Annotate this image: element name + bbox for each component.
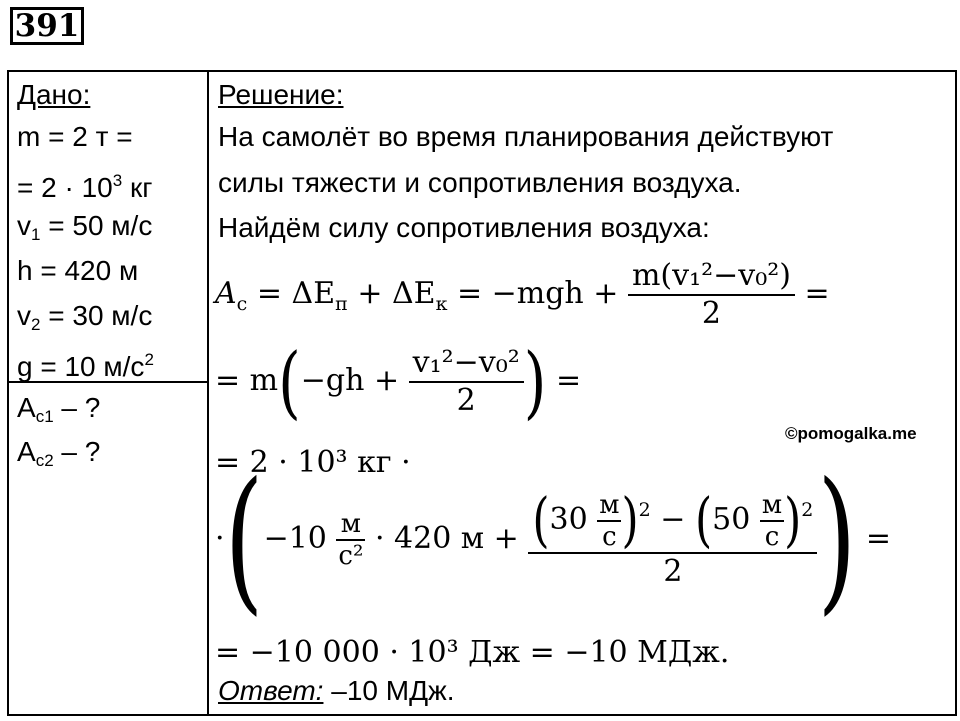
answer-value: –10 МДж.: [323, 675, 455, 706]
given-g: g = 10 $м/с^2$: [17, 350, 154, 382]
equation-result: = −10 000 · 10³ Дж = −10 МДж.: [215, 635, 730, 670]
watermark: ©pomogalka.me: [785, 424, 917, 443]
solution-text-3: Найдём силу сопротивления воздуха:: [218, 212, 710, 243]
equation-work: $A_с = \Delta E_п + \Delta E_к = -mgh$ + $\frac{\text{m(v₁²−v₀²)}}{2}$ =: [215, 258, 830, 331]
equation-factored: = m(−gh + $\frac{\text{v₁²−v₀²}}{2}$ ) =: [215, 336, 582, 428]
given-v1: $v_1 = 50$ м/с: [17, 210, 153, 244]
given-mass-kg: = $2 \cdot 10^3$ кг: [17, 171, 153, 203]
answer-label: Ответ:: [218, 675, 324, 706]
given-v2: $v_2 = 30$ м/с: [17, 300, 153, 334]
given-height: h = 420 м: [17, 255, 139, 286]
table-divider-vertical: [207, 70, 209, 716]
solution-text-2: силы тяжести и сопротивления воздуха.: [218, 167, 742, 198]
solution-text-1: На самолёт во время планирования действуют: [218, 121, 834, 152]
find-ac2: $A_{с2}$ – ?: [17, 436, 101, 470]
equation-substitute-values: ·(−10 м с² · 420 м + (30 м с )$^2$ − (50 м с )$^2$ 2 ) =: [215, 448, 892, 630]
answer: [218, 675, 455, 707]
fraction-velocity: $\frac{\text{v₁²−v₀²}}{2}$: [409, 345, 524, 419]
given-header: Дано:: [17, 79, 91, 110]
equation-substitute-mass: = 2 · 10³ кг ·: [215, 445, 411, 480]
fraction-velocity-values: (30 м с )$^2$ − (50 м с )$^2$ 2: [528, 490, 817, 590]
problem-number: 391: [10, 7, 84, 45]
solution-header: Решение:: [218, 79, 344, 110]
fraction-kinetic: $\frac{\text{m(v₁²−v₀²)}}{2}$: [628, 258, 795, 332]
find-ac1: $A_{с1}$ – ?: [17, 392, 101, 426]
given-mass: m = 2 т =: [17, 121, 133, 152]
unit-m-per-s2: м с²: [338, 509, 364, 571]
